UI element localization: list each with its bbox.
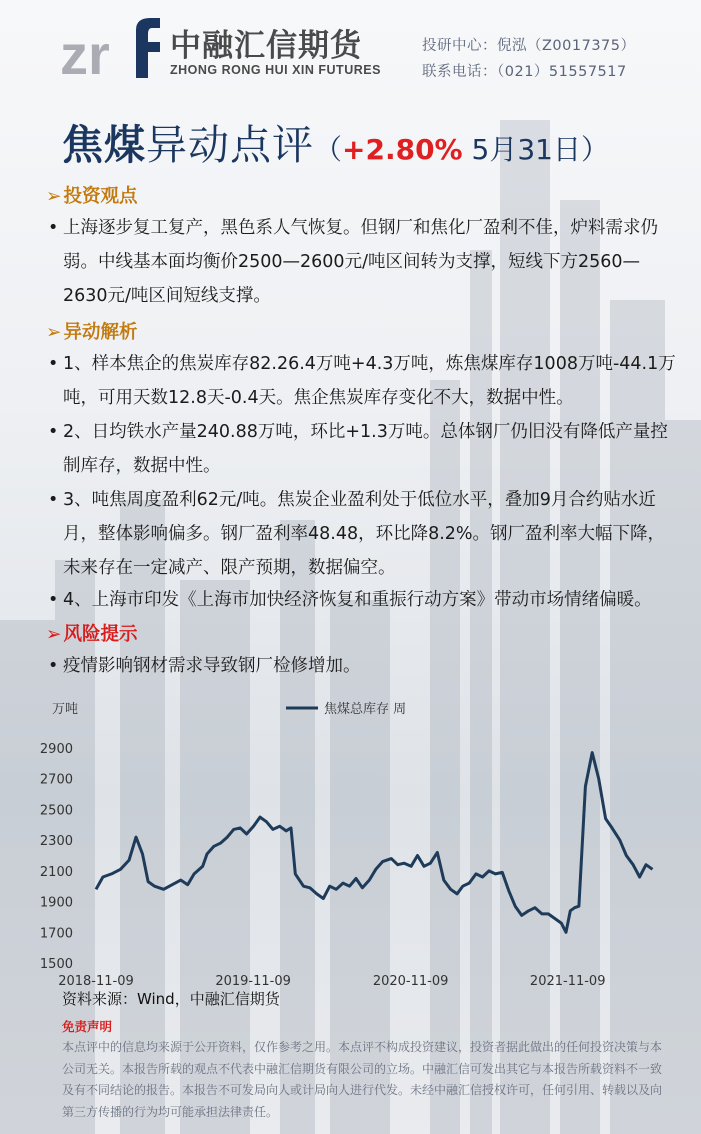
series-line-inventory xyxy=(96,753,653,933)
section-risk xyxy=(46,620,138,646)
section-heading: 异动解析 xyxy=(63,322,138,343)
y-tick-label: 2900 xyxy=(39,742,73,757)
report-title xyxy=(62,112,609,171)
bullet-icon: • xyxy=(48,490,59,510)
analysis-item: • 4、上海市印发《上海市加快经济恢复和重振行动方案》带动市场情绪偏暖。 xyxy=(48,583,680,617)
bullet-icon: • xyxy=(48,422,59,442)
section-investment-view xyxy=(46,182,138,208)
section-analysis xyxy=(46,318,138,344)
y-tick-label: 2100 xyxy=(39,864,73,880)
legend-label: 焦煤总库存 周 xyxy=(324,702,407,717)
x-tick-label: 2018-11-09 xyxy=(58,974,134,989)
bullet-icon: • xyxy=(48,656,59,676)
disclaimer-heading: 免责声明 xyxy=(62,1019,113,1034)
y-tick-label: 1700 xyxy=(39,926,73,942)
arrow-icon: ➢ xyxy=(46,322,62,343)
arrow-icon: ➢ xyxy=(46,186,62,207)
svg-text:zr: zr xyxy=(60,23,110,80)
y-axis-label: 万吨 xyxy=(52,702,79,717)
title-change: +2.80% xyxy=(342,133,463,166)
logo-chinese-name: 中融汇信期货 xyxy=(170,28,362,64)
arrow-icon: ➢ xyxy=(46,624,62,645)
research-contact: 投研中心：倪泓（Z0017375） xyxy=(422,38,636,54)
analysis-item: • 2、日均铁水产量240.88万吨，环比+1.3万吨。总体钢厂仍旧没有降低产量控制库存，数据中性。 xyxy=(48,415,680,483)
y-tick-label: 2300 xyxy=(39,834,73,850)
analysis-item: • 3、吨焦周度盈利62元/吨。焦炭企业盈利处于低位水平，叠加9月合约贴水近月，整体影响偏多。钢厂盈利率48.48，环比降8.2%。钢厂盈利率大幅下降，未来存在一定减产、限产预期，数据偏空。 xyxy=(48,483,680,585)
y-tick-label: 2700 xyxy=(39,772,73,788)
investment-view-text: • 上海逐步复工复产，黑色系人气恢复。但钢厂和焦化厂盈利不佳，炉料需求仍弱。中线基本面均衡价2500—2600元/吨区间转为支撑，短线下方2560—2630元/吨区间短线支撑。 xyxy=(48,211,680,313)
title-subject: 异动点评 xyxy=(146,121,314,169)
section-heading: 风险提示 xyxy=(63,624,138,645)
analysis-item: • 1、样本焦企的焦炭库存82.26.4万吨+4.3万吨，炼焦煤库存1008万吨-44.1万吨，可用天数12.8天-0.4天。焦企焦炭库存变化不大，数据中性。 xyxy=(48,347,680,415)
data-source: 资料来源：Wind，中融汇信期货 xyxy=(62,990,280,1008)
x-tick-label: 2020-11-09 xyxy=(372,974,449,989)
company-logo-icon xyxy=(58,12,168,80)
section-heading: 投资观点 xyxy=(63,186,138,207)
phone-contact: 联系电话：（021）51557517 xyxy=(422,64,627,80)
y-tick-label: 1900 xyxy=(39,895,73,911)
y-tick-label: 2500 xyxy=(39,803,73,819)
title-commodity: 焦煤 xyxy=(62,121,146,169)
bullet-icon: • xyxy=(48,354,59,374)
header xyxy=(0,0,701,95)
logo-english-name: ZHONG RONG HUI XIN FUTURES xyxy=(170,63,381,77)
x-tick-label: 2019-11-09 xyxy=(215,974,291,989)
bullet-icon: • xyxy=(48,590,59,610)
y-tick-label: 1500 xyxy=(39,957,73,972)
disclaimer-text: 本点评中的信息均来源于公开资料，仅作参考之用。本点评不构成投资建议，投资者据此做出的任何投资决策与本公司无关。本报告所载的观点不代表中融汇信期货有限公司的立场。中融汇信可发出其它与本报告所载资料不一致及有不同结论的报告。本报告不可发局向人或计局向人进行代发。未经中融汇信授权许可，任何引用、转载以及向第三方传播的行为均可能承担法律责任。 xyxy=(62,1040,663,1119)
title-date: 5月31日） xyxy=(462,133,609,166)
title-paren: （ xyxy=(314,133,343,166)
coking-coal-inventory-chart xyxy=(0,690,701,990)
x-tick-label: 2021-11-09 xyxy=(529,974,606,989)
bullet-icon: • xyxy=(48,218,59,238)
risk-text: • 疫情影响钢材需求导致钢厂检修增加。 xyxy=(48,649,680,683)
